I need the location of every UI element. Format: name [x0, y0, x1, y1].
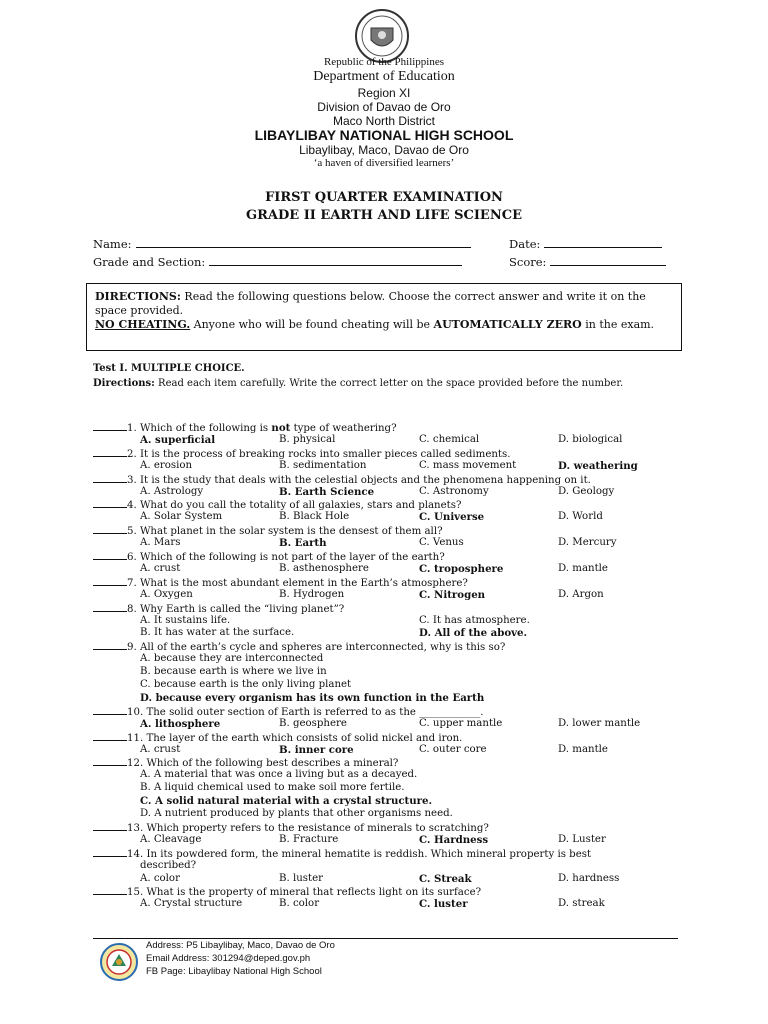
question-4 [93, 498, 683, 511]
question-text: 7. What is the most abundant element in the Earth’s atmosphere? [127, 577, 468, 589]
option-b: B. Black Hole [279, 511, 350, 523]
division-line: Division of Davao de Oro [317, 100, 451, 114]
option-b: B. Fracture [279, 833, 339, 845]
school-motto: ‘a haven of diversified learners’ [313, 157, 455, 169]
exam-subtitle: GRADE II EARTH AND LIFE SCIENCE [246, 208, 522, 223]
grade-section-field[interactable]: Grade and Section: [93, 255, 462, 269]
option-c: C. upper mantle [419, 717, 503, 729]
option-a: A. superficial [140, 433, 216, 446]
option-c: C. Hardness [419, 833, 489, 846]
answer-blank[interactable] [93, 847, 127, 857]
option-a: A. It sustains life. [140, 614, 231, 626]
question-continuation: described? [140, 859, 197, 871]
option-b: B. asthenosphere [279, 562, 369, 574]
date-field[interactable]: Date: [509, 237, 662, 251]
name-field[interactable]: Name: [93, 237, 471, 251]
option-b: B. Hydrogen [279, 588, 345, 600]
option-c: B. It has water at the surface. [140, 627, 295, 639]
district-line: Maco North District [332, 114, 436, 128]
option-d: D. streak [558, 898, 605, 910]
school-address: Libaylibay, Maco, Davao de Oro [299, 143, 469, 157]
no-cheating-text: NO CHEATING. Anyone who will be found cheating will be AUTOMATICALLY ZERO in the exam. [95, 318, 655, 331]
option-c: C. troposphere [419, 562, 504, 575]
test1-title: Test I. MULTIPLE CHOICE. [93, 363, 245, 374]
school-logo-icon [99, 942, 139, 982]
option-d: D. All of the above. [419, 627, 528, 640]
question-text: 2. It is the process of breaking rocks into smaller pieces called sediments. [127, 448, 511, 460]
footer-address: Address: P5 Libaylibay, Maco, Davao de Oro [146, 940, 335, 951]
option-a: A. Crystal structure [140, 898, 243, 910]
option-a: A. lithosphere [140, 717, 221, 730]
option-c: C. Astronomy [419, 485, 489, 497]
department-line: Department of Education [313, 69, 455, 84]
answer-blank[interactable] [93, 885, 127, 895]
question-text-end: type of weathering? [290, 423, 397, 434]
option-a: A. erosion [140, 459, 193, 471]
option-d: D. lower mantle [558, 717, 641, 729]
question-text: 3. It is the study that deals with the celestial objects and the phenomena happening on it. [127, 474, 591, 486]
directions-text: DIRECTIONS: Read the following questions below. Choose the correct answer and write it on the space provided. [95, 290, 646, 317]
question-2 [93, 447, 683, 460]
answer-blank[interactable] [93, 821, 127, 831]
question-text: 10. The solid outer section of Earth is referred to as the ____________. [127, 706, 484, 718]
option-c: C. mass movement [419, 459, 517, 471]
question-14 [93, 847, 683, 860]
test1-directions: Directions: Read each item carefully. Write the correct letter on the space provided before the number. [93, 378, 624, 389]
question-13 [93, 821, 683, 834]
option-d: D. hardness [558, 872, 620, 884]
answer-blank[interactable] [93, 731, 127, 741]
option-a: A. crust [140, 562, 181, 574]
question-11 [93, 731, 683, 744]
option-b: B. luster [279, 872, 324, 884]
question-text: 1. Which of the following is [127, 423, 272, 434]
question-text: 15. What is the property of mineral that reflects light on its surface? [127, 887, 482, 899]
option-b: B. physical [279, 433, 336, 445]
option-b: B. sedimentation [279, 459, 367, 471]
option-a: A. Cleavage [140, 833, 202, 845]
option-c: C. because earth is the only living planet [140, 679, 352, 690]
option-d: D. Argon [558, 588, 604, 600]
answer-blank[interactable] [93, 550, 127, 560]
answer-blank[interactable] [93, 524, 127, 534]
question-text: 14. In its powdered form, the mineral hematite is reddish. Which mineral property is best [127, 848, 592, 860]
option-c: C. Venus [419, 537, 464, 549]
question-text: 6. Which of the following is not part of the layer of the earth? [127, 552, 445, 563]
footer-email[interactable]: Email Address: 301294@deped.gov.ph [146, 953, 311, 964]
question-7 [93, 576, 683, 589]
question-text: 8. Why Earth is called the “living planet”? [127, 603, 345, 615]
option-d: D. A nutrient produced by plants that other organisms need. [140, 808, 453, 819]
option-b: B. geosphere [279, 717, 347, 729]
option-b: B. because earth is where we live in [140, 666, 327, 678]
answer-blank[interactable] [93, 473, 127, 483]
option-d: D. mantle [558, 562, 608, 574]
option-d: D. because every organism has its own function in the Earth [140, 691, 485, 704]
question-8 [93, 602, 683, 615]
option-c: C. Universe [419, 511, 485, 524]
question-6 [93, 550, 683, 563]
answer-blank[interactable] [93, 640, 127, 650]
option-b: B. A liquid chemical used to make soil more fertile. [140, 782, 405, 794]
answer-blank[interactable] [93, 756, 127, 766]
option-a: A. A material that was once a living but as a decayed. [140, 769, 418, 781]
answer-blank[interactable] [93, 576, 127, 586]
answer-blank[interactable] [93, 705, 127, 715]
question-text: 13. Which property refers to the resistance of minerals to scratching? [127, 822, 489, 834]
option-a: A. Mars [140, 537, 181, 549]
option-d: D. World [558, 511, 603, 523]
question-text: 11. The layer of the earth which consists of solid nickel and iron. [127, 732, 463, 744]
option-a: A. because they are interconnected [140, 653, 324, 665]
republic-line: Republic of the Philippines [323, 56, 445, 68]
option-b: C. It has atmosphere. [419, 614, 530, 626]
question-text: 4. What do you call the totality of all galaxies, stars and planets? [127, 500, 462, 512]
answer-blank[interactable] [93, 498, 127, 508]
option-d: D. Geology [558, 485, 615, 497]
option-d: D. biological [558, 433, 623, 445]
question-12 [93, 756, 683, 769]
option-d: D. mantle [558, 743, 608, 755]
option-c: C. chemical [419, 433, 480, 445]
question-9 [93, 640, 683, 653]
footer-fb[interactable]: FB Page: Libaylibay National High School [146, 966, 322, 977]
answer-blank[interactable] [93, 602, 127, 612]
option-a: A. Oxygen [140, 588, 193, 600]
option-a: A. color [140, 872, 180, 884]
question-text: 12. Which of the following best describes a mineral? [127, 758, 399, 770]
question-emphasis: not [271, 422, 291, 434]
option-b: B. inner core [279, 743, 354, 756]
option-b: B. Earth Science [279, 485, 375, 498]
region-line: Region XI [357, 86, 411, 100]
question-5 [93, 524, 683, 537]
option-a: A. crust [140, 743, 181, 755]
exam-title: FIRST QUARTER EXAMINATION [265, 190, 503, 205]
question-text: 5. What planet in the solar system is the densest of them all? [127, 526, 443, 538]
option-d: D. Mercury [558, 537, 617, 549]
question-15 [93, 885, 683, 898]
option-c: C. outer core [419, 743, 487, 755]
option-b: B. Earth [279, 537, 327, 550]
option-a: A. Astrology [140, 485, 204, 497]
option-c: C. Streak [419, 872, 472, 885]
option-a: A. Solar System [140, 511, 223, 523]
answer-blank[interactable] [93, 447, 127, 457]
question-text: 9. All of the earth’s cycle and spheres are interconnected, why is this so? [127, 642, 506, 654]
answer-blank[interactable] [93, 421, 127, 431]
score-field[interactable]: Score: [509, 255, 666, 269]
question-10 [93, 705, 683, 718]
question-3 [93, 473, 683, 486]
footer-divider [93, 938, 678, 939]
option-d: D. weathering [558, 459, 638, 472]
option-d: D. Luster [558, 833, 606, 845]
school-name: LIBAYLIBAY NATIONAL HIGH SCHOOL [254, 127, 514, 143]
directions-box [86, 283, 682, 351]
option-c: C. luster [419, 898, 468, 911]
option-b: B. color [279, 898, 320, 910]
option-c: C. A solid natural material with a crystal structure. [140, 795, 433, 808]
question-1 [93, 421, 683, 434]
option-c: C. Nitrogen [419, 588, 486, 601]
